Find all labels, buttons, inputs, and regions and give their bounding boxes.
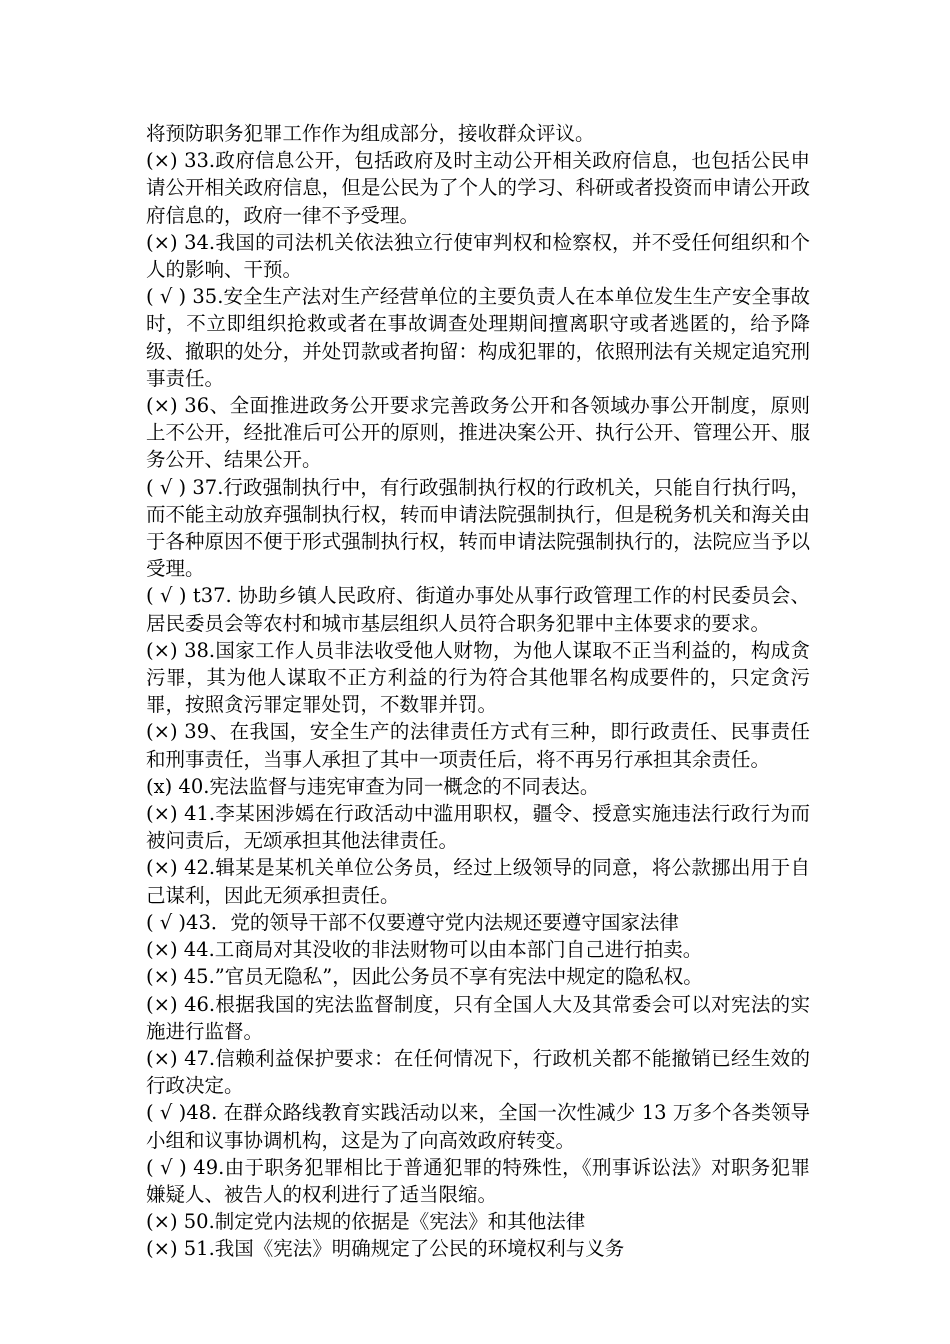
item-39: (×) 39、在我国，安全生产的法律责任方式有三种，即行政责任、民事责任和刑事责任，当事人承担了其中一项责任后，将不再另行承担其余责任。 [146, 720, 810, 771]
document-body [146, 120, 810, 1263]
item-33: (×) 33.政府信息公开，包括政府及时主动公开相关政府信息，也包括公民申请公开相关政府信息，但是公民为了个人的学习、科研或者投资而申请公开政府信息的，政府一律不予受理。 [146, 149, 810, 227]
item-41: (×) 41.李某困涉嫣在行政活动中滥用职权，疆令、授意实施违法行政行为而被问责后，无颂承担其他法律责任。 [146, 802, 810, 853]
item-36: (×) 36、全面推进政务公开要求完善政务公开和各领域办事公开制度，原则上不公开，经批准后可公开的原则，推进决案公开、执行公开、管理公开、服务公开、结果公开。 [146, 394, 810, 472]
item-46: (×) 46.根据我国的宪法监督制度，只有全国人大及其常委会可以对宪法的实施进行监督。 [146, 992, 810, 1043]
item-44: (×) 44.工商局对其没收的非法财物可以由本部门自己进行拍卖。 [146, 938, 703, 962]
item-42: (×) 42.辑某是某机关单位公务员，经过上级领导的同意，将公款挪出用于自己谋利，因此无须承担责任。 [146, 856, 810, 907]
item-43: ( √ )43．党的领导干部不仅要遵守党内法规还要遵守国家法律 [146, 910, 679, 934]
item-51: (×) 51.我国《宪法》明确规定了公民的环境权利与义务 [146, 1237, 625, 1261]
item-37: ( √ ) 37.行政强制执行中，有行政强制执行权的行政机关，只能自行执行吗，而不能主动放弃强制执行权，转而申请法院强制执行，但是税务机关和海关由于各种原因不便于形式强制执行权，转而申请法院强制执行的，法院应当予以受理。 [146, 475, 810, 581]
item-34: (×) 34.我国的司法机关依法独立行使审判权和检察权，并不受任何组织和个人的影响、干预。 [146, 230, 810, 282]
item-35: ( √ ) 35.安全生产法对生产经营单位的主要负责人在本单位发生生产安全事故时，不立即组织抢救或者在事故调查处理期间擅离职守或者逃匿的，给予降级、撤职的处分，并处罚款或者拘留：构成犯罪的，依照刑法有关规定追究刑事责任。 [146, 285, 810, 390]
item-50: (×) 50.制定党内法规的依据是《宪法》和其他法律 [146, 1210, 586, 1234]
item-48: ( √ )48. 在群众路线教育实践活动以来，全国一次性减少 13 万多个各类领导小组和议事协调机构，这是为了向高效政府转变。 [146, 1101, 810, 1152]
item-47: (×) 47.信赖利益保护要求：在任何情况下，行政机关都不能撤销已经生效的行政决定。 [146, 1046, 810, 1098]
item-49: ( √ ) 49.由于职务犯罪相比于普通犯罪的特殊性，《刑事诉讼法》对职务犯罪嫌疑人、被告人的权利进行了适当限缩。 [146, 1155, 810, 1206]
item-40: (x) 40.宪法监督与违宪审查为同一概念的不同表达。 [146, 774, 600, 798]
item-45: (×) 45.”官员无隐私”，因此公务员不享有宪法中规定的隐私权。 [146, 965, 703, 989]
item-t37: ( √ ) t37. 协助乡镇人民政府、街道办事处从事行政管理工作的村民委员会、居民委员会等农村和城市基层组织人员符合职务犯罪中主体要求的要求。 [146, 584, 810, 635]
item-38: (×) 38.国家工作人员非法收受他人财物，为他人谋取不正当利益的，构成贪污罪，其为他人谋取不正方利益的行为符合其他罪名构成要件的，只定贪污罪，按照贪污罪定罪处罚，不数罪并罚。 [146, 638, 810, 717]
paragraph-continuation: 将预防职务犯罪工作作为组成部分，接收群众评议。 [146, 122, 595, 145]
